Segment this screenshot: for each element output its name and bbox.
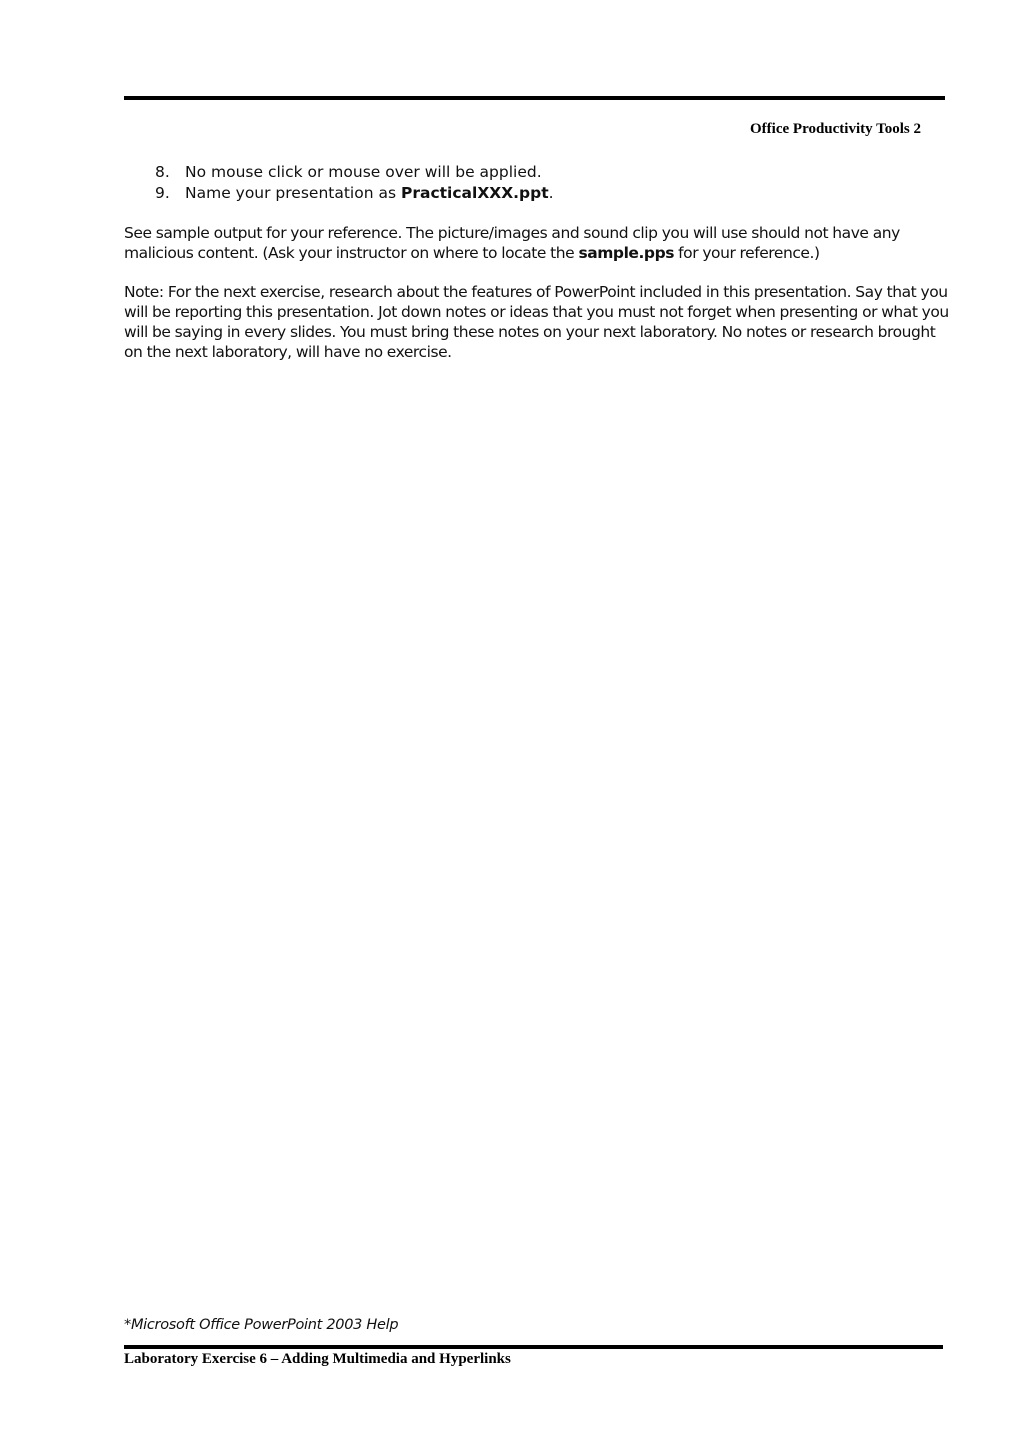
list-item-text: Name your presentation as — [185, 184, 401, 202]
header-title: Office Productivity Tools 2 — [750, 121, 921, 137]
list-item-number: 8. — [155, 163, 170, 181]
header-rule — [124, 96, 945, 100]
reference-text-end: for your reference.) — [674, 244, 820, 262]
note-paragraph: Note: For the next exercise, research about the features of PowerPoint included in this presentation. Say that you will be reporting this presentation. Jot down notes or ideas that you must not forget when presenting or what you will be saying in every slides. You must bring these notes on your next laboratory. No notes or research brought on the next laboratory, will have no exercise. — [124, 283, 949, 361]
list-item-text-end: . — [548, 184, 554, 202]
step-list — [124, 162, 945, 204]
reference-text: See sample output for your reference. The picture/images and sound clip you will use should not have any malicious content. (Ask your instructor on where to locate the — [124, 224, 900, 262]
list-item — [124, 162, 945, 183]
list-item-text: No mouse click or mouse over will be applied. — [185, 163, 542, 181]
sample-file-emphasis: sample.pps — [578, 244, 674, 262]
list-item — [124, 183, 945, 204]
list-item-number: 9. — [155, 184, 170, 202]
filename-emphasis: PracticalXXX.ppt — [400, 184, 549, 202]
footnote: *Microsoft Office PowerPoint 2003 Help — [124, 1317, 399, 1333]
footer-rule — [124, 1345, 943, 1349]
reference-paragraph — [124, 223, 950, 263]
footer-title: Laboratory Exercise 6 – Adding Multimedia and Hyperlinks — [124, 1351, 511, 1367]
